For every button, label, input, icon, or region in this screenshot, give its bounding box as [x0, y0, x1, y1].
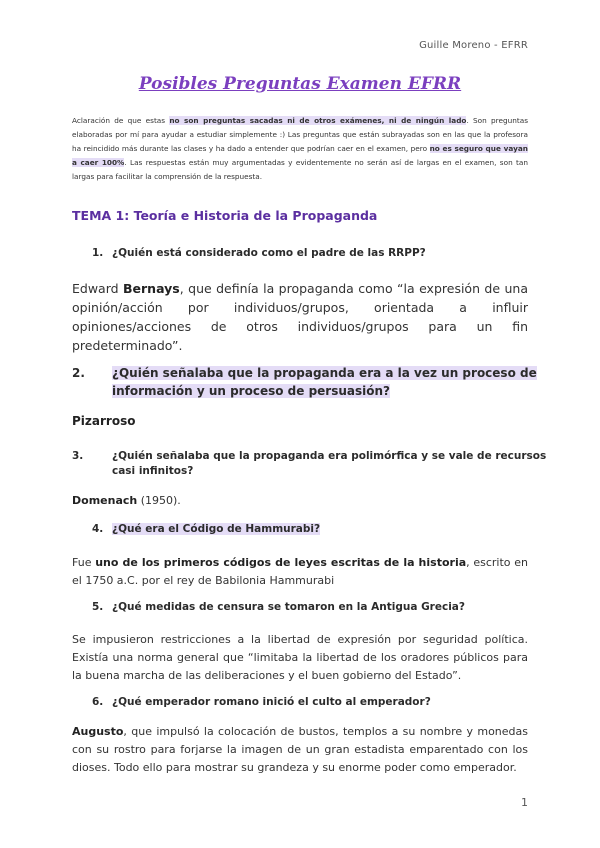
answer-6-bold: Augusto [72, 725, 124, 738]
question-5-text: ¿Qué medidas de censura se tomaron en la Antigua Grecia? [112, 601, 465, 613]
answer-1-bold: Bernays [123, 281, 180, 296]
answer-3-bold: Domenach [72, 494, 138, 507]
page-header-author: Guille Moreno - EFRR [419, 40, 528, 51]
answer-3-post: (1950). [137, 494, 181, 507]
answer-6-post: , que impulsó la colocación de bustos, templos a su nombre y monedas con su rostro para forjarse la imagen de un gran estadista emparentado con los dioses. Todo ello para mostrar su grandeza y su enorme poder como emperador. [72, 725, 528, 774]
answer-2: Pizarroso [72, 414, 136, 428]
answer-1 [72, 279, 528, 355]
intro-text-3: . Las respuestas están muy argumentadas y evidentemente no serán así de largas en el examen, son tan largas para facilitar la comprensión de la respuesta. [72, 158, 528, 181]
answer-4-bold: uno de los primeros códigos de leyes escritas de la historia [95, 556, 467, 569]
question-2-text: ¿Quién señalaba que la propaganda era a la vez un proceso de información y un proceso de persuasión? [112, 366, 537, 398]
question-6 [92, 695, 528, 710]
question-4 [92, 522, 528, 537]
intro-text-1: Aclaración de que estas [72, 116, 170, 125]
intro-text-2: . Son preguntas elaboradas por mí para ayudar a estudiar simplemente :) Las preguntas que están subrayadas son en las que la profesora ha reincidido más durante las clases y ha dado a entender que podrían caer en el examen, pero [72, 116, 528, 153]
answer-4 [72, 554, 528, 590]
question-3 [72, 449, 548, 479]
question-1-number: 1. [92, 247, 104, 259]
document-title: Posibles Preguntas Examen EFRR [138, 74, 462, 94]
question-4-number: 4. [92, 523, 104, 535]
answer-6 [72, 723, 528, 777]
section-title: TEMA 1: Teoría e Historia de la Propaganda [72, 208, 378, 223]
question-4-text: ¿Qué era el Código de Hammurabi? [112, 523, 321, 535]
question-1 [92, 246, 528, 261]
answer-1-post: , que definía la propaganda como “la expresión de una opinión/acción por individuos/grupos, orientada a influir opiniones/acciones de otros individuos/grupos para un fin predeterminado”. [72, 281, 528, 353]
question-5-number: 5. [92, 601, 104, 613]
question-5 [92, 600, 528, 615]
intro-paragraph [72, 114, 528, 184]
answer-3 [72, 492, 528, 510]
answer-4-post: , escrito en el 1750 a.C. por el rey de Babilonia Hammurabi [72, 556, 528, 587]
intro-bold-1: no son preguntas sacadas ni de otros exámenes, ni de ningún lado [169, 116, 467, 125]
question-6-text: ¿Qué emperador romano inició el culto al emperador? [112, 696, 431, 708]
page-number: 1 [521, 796, 528, 809]
question-1-text: ¿Quién está considerado como el padre de las RRPP? [112, 247, 426, 259]
answer-5 [72, 631, 528, 685]
question-2-number: 2. [72, 366, 85, 380]
intro-bold-2: no es seguro que vayan a caer 100% [72, 144, 528, 167]
answer-5-text: Se impusieron restricciones a la libertad de expresión por seguridad política. Existía una norma general que “limitaba la libertad de los oradores públicos para la buena marcha de las deliberaciones y el buen gobierno del Estado”. [72, 633, 528, 682]
answer-1-pre: Edward [72, 281, 124, 296]
question-6-number: 6. [92, 696, 104, 708]
answer-4-pre: Fue [72, 556, 96, 569]
question-3-text: ¿Quién señalaba que la propaganda era polimórfica y se vale de recursos casi infinitos? [112, 450, 547, 477]
question-2 [72, 364, 548, 400]
question-3-number: 3. [72, 450, 84, 462]
